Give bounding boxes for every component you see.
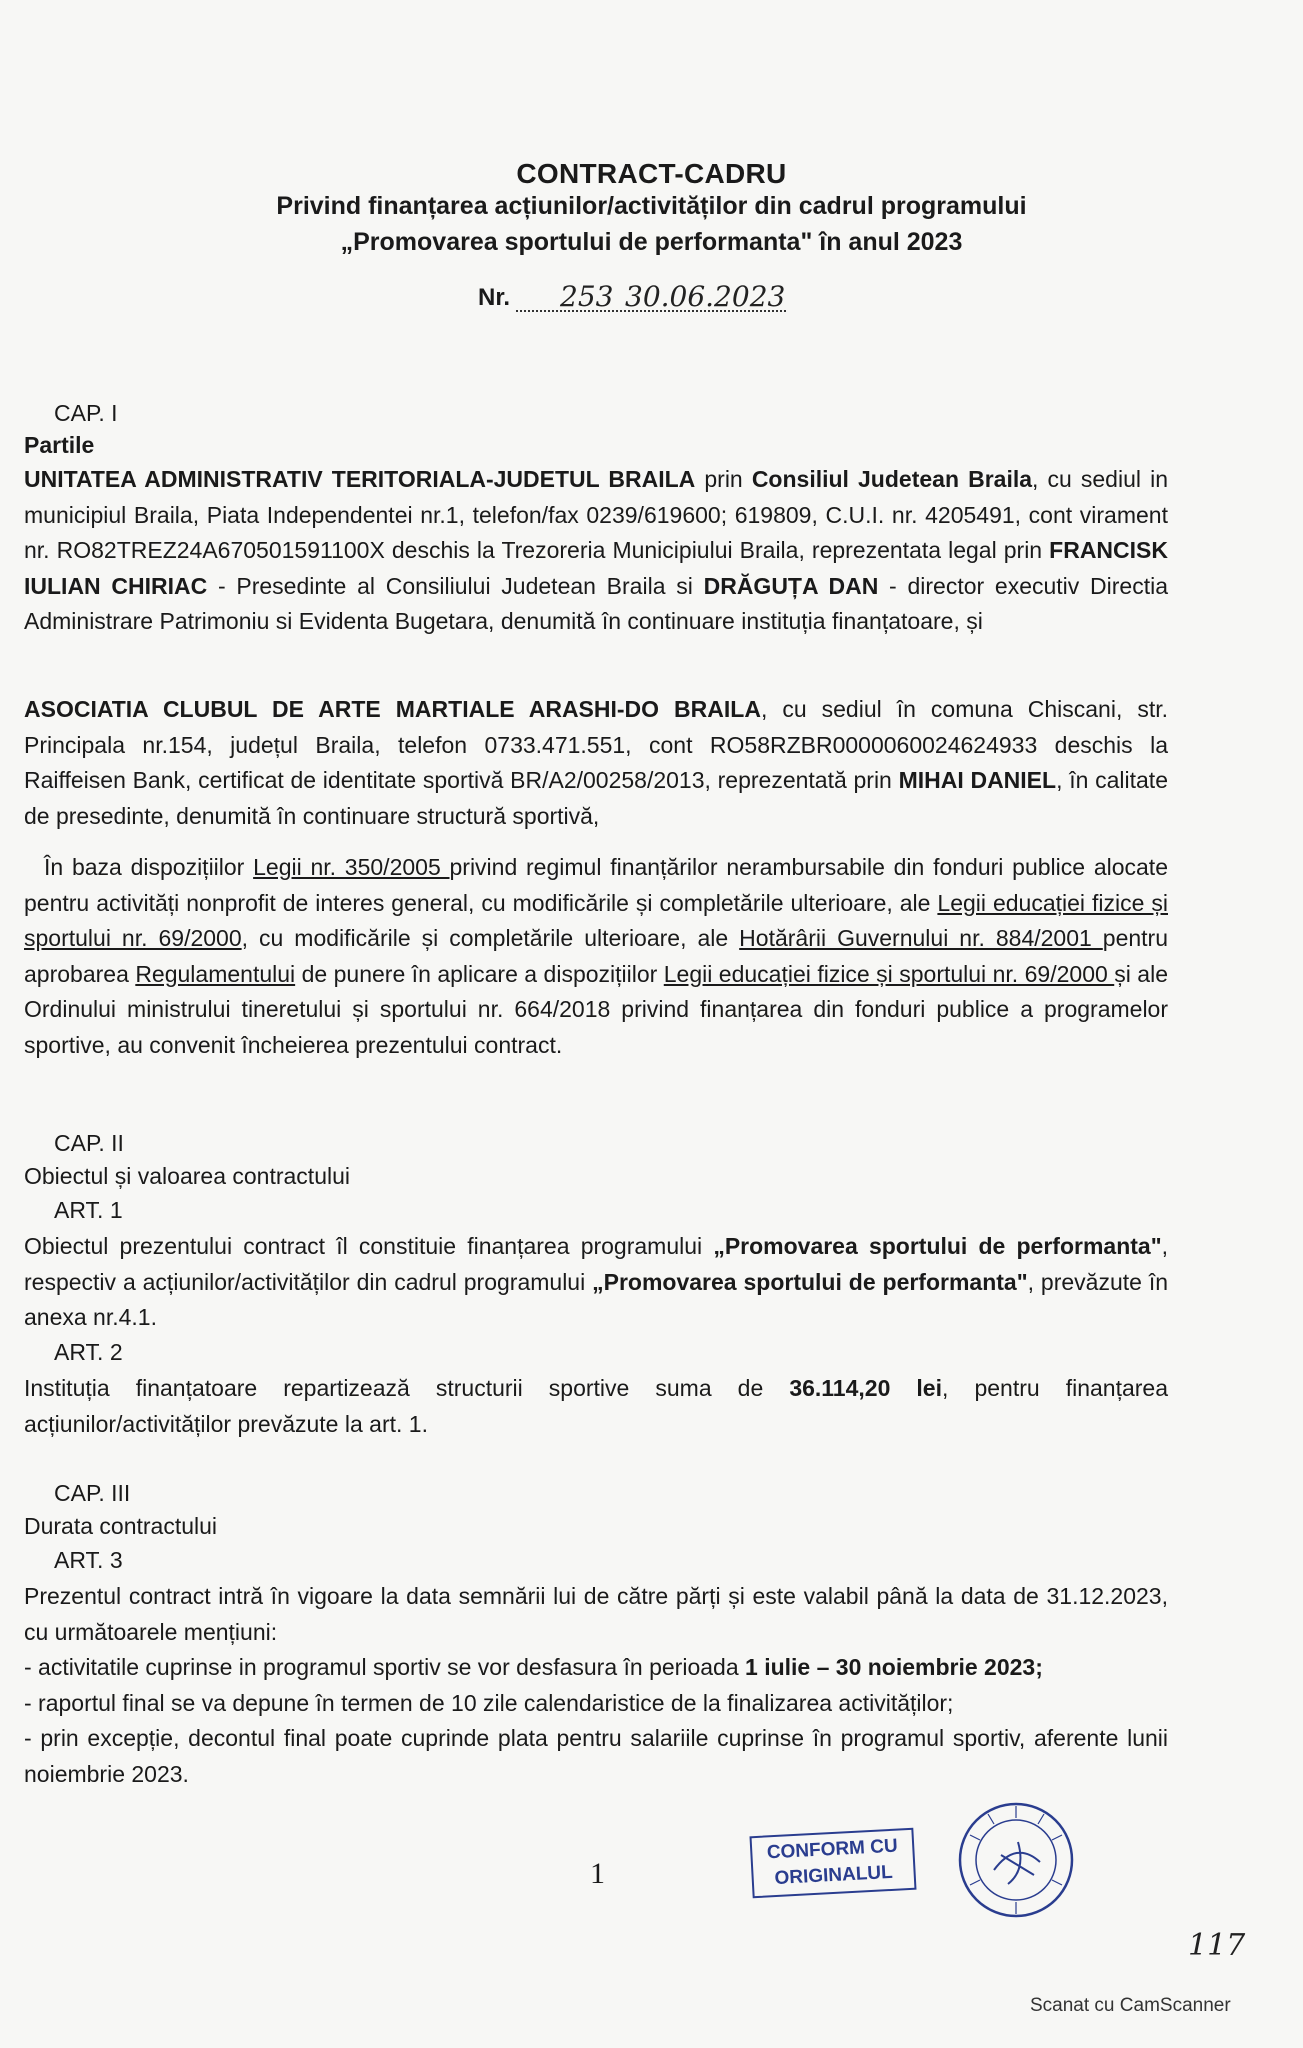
nr-label: Nr. bbox=[478, 284, 511, 311]
party1-name: UNITATEA ADMINISTRATIV TERITORIALA-JUDETUL BRAILA bbox=[24, 466, 696, 492]
art1-program-name-2: „Promovarea sportului de performanta" bbox=[592, 1268, 1028, 1295]
legal-text-6: și ale Ordinului ministrului tineretului și sportului nr. 664/2018 privind finanțarea din fonduri publice a programelor sportive, au convenit încheierea prezentului contract. bbox=[24, 960, 1168, 1058]
art3-paragraph bbox=[24, 1579, 1168, 1792]
party1-text2: - Presedinte al Consiliului Judetean Braila si bbox=[207, 572, 704, 599]
art2-text-1: Instituția finanțatoare repartizează structurii sportive suma de bbox=[24, 1375, 790, 1401]
contract-subtitle-line2: „Promovarea sportului de performanta" în anul 2023 bbox=[340, 228, 963, 256]
party1-text1: , cu sediul in municipiul Braila, Piata Independentei nr.1, telefon/fax 0239/619600; 619809, C.U.I. nr. 4205491, cont virament nr. RO82TREZ24A670501591100X deschis la Trezoreria Municipiului Braila, reprezentata legal prin bbox=[24, 466, 1168, 563]
round-seal-icon bbox=[956, 1800, 1076, 1920]
art1-paragraph bbox=[24, 1229, 1168, 1336]
art1-program-name-1: „Promovarea sportului de performanta" bbox=[713, 1233, 1162, 1259]
law-ref-hg-884-2001: Hotărârii Guvernului nr. 884/2001 bbox=[739, 925, 1103, 951]
page-number: 1 bbox=[590, 1857, 605, 1890]
party2-rep: MIHAI DANIEL bbox=[898, 767, 1057, 793]
handwritten-contract-date: 30.06.2023 bbox=[625, 280, 786, 313]
party2-text2: , în calitate de presedinte, denumită în continuare structură sportivă, bbox=[24, 767, 1168, 829]
law-ref-69-2000-b: Legii educației fizice și sportului nr. 69/2000 bbox=[663, 960, 1115, 987]
law-ref-350-2005: Legii nr. 350/2005 bbox=[253, 854, 450, 880]
art3-text: Prezentul contract intră în vigoare la data semnării lui de către părți și este valabil până la data de 31.12.2023, cu următoarele mențiuni: bbox=[24, 1583, 1168, 1645]
legal-text-1: În baza dispozițiilor bbox=[44, 854, 254, 880]
law-ref-69-2000: Legii educației fizice și sportului nr. 69/2000 bbox=[24, 889, 1168, 951]
party1-rep2: DRĂGUȚA DAN bbox=[703, 572, 879, 599]
party1-text3: - director executiv Directia Administrare Patrimoniu si Evidenta Bugetara, denumită în continuare instituția finanțatoare, și bbox=[24, 572, 1168, 634]
camscanner-watermark: Scanat cu CamScanner bbox=[1030, 1995, 1231, 2016]
stamp-line-2: ORIGINALUL bbox=[774, 1861, 894, 1890]
art2-heading: ART. 2 bbox=[54, 1339, 123, 1365]
cap3-subheading: Durata contractului bbox=[24, 1513, 218, 1539]
cap3-heading: CAP. III bbox=[54, 1480, 131, 1506]
conform-cu-originalul-stamp bbox=[749, 1828, 916, 1898]
art3-bullet-2: - raportul final se va depune în termen de 10 zile calendaristice de la finalizarea activităților; bbox=[24, 1689, 954, 1716]
party2-text1: , cu sediul în comuna Chiscani, str. Principala nr.154, județul Braila, telefon 0733.471.551, cont RO58RZBR0000060024624933 deschis la Raiffeisen Bank, certificat de identitate sportivă BR/A2/00258/2013, reprezentată prin bbox=[24, 696, 1168, 793]
legal-text-3: , cu modificările și completările ulterioare, ale bbox=[241, 925, 740, 951]
law-ref-regulament: Regulamentului bbox=[135, 960, 296, 987]
stamp-line-1: CONFORM CU bbox=[766, 1835, 899, 1864]
party2-paragraph bbox=[24, 692, 1168, 834]
contract-title: CONTRACT-CADRU bbox=[516, 158, 787, 189]
art2-paragraph bbox=[24, 1371, 1168, 1442]
art1-text-3: , prevăzute în anexa nr.4.1. bbox=[24, 1268, 1169, 1330]
legal-text-2: privind regimul finanțărilor nerambursabile din fonduri publice alocate pentru activități nonprofit de interes general, cu modificările și completările ulterioare, ale bbox=[24, 854, 1168, 916]
legal-basis-paragraph bbox=[24, 850, 1168, 1063]
art3-bullet-1-text: - activitatile cuprinse in programul sportiv se vor desfasura în perioada bbox=[24, 1654, 746, 1680]
art3-bullet-1 bbox=[24, 1650, 1168, 1686]
art1-text-1: Obiectul prezentului contract îl constituie finanțarea programului bbox=[24, 1233, 714, 1259]
art2-amount: 36.114,20 lei bbox=[789, 1375, 942, 1401]
party1-paragraph bbox=[24, 462, 1168, 640]
cap1-heading: CAP. I bbox=[54, 400, 118, 426]
party2-name: ASOCIATIA CLUBUL DE ARTE MARTIALE ARASHI-DO BRAILA bbox=[24, 696, 761, 722]
handwritten-folio-number: 117 bbox=[1188, 1928, 1246, 1963]
cap1-subheading: Partile bbox=[24, 432, 95, 458]
art3-bullet-1-period: 1 iulie – 30 noiembrie 2023; bbox=[745, 1654, 1043, 1680]
cap2-heading: CAP. II bbox=[54, 1130, 124, 1156]
art3-bullet-3: - prin excepție, decontul final poate cuprinde plata pentru salariile cuprinse în programul sportiv, aferente lunii noiembrie 2023. bbox=[24, 1725, 1168, 1787]
legal-text-5: de punere în aplicare a dispozițiilor bbox=[295, 960, 664, 987]
handwritten-contract-number: 253 bbox=[560, 280, 614, 313]
art1-heading: ART. 1 bbox=[54, 1197, 123, 1223]
party1-prin: prin bbox=[695, 466, 752, 492]
art3-heading: ART. 3 bbox=[54, 1547, 123, 1573]
party1-rep1: FRANCISK IULIAN CHIRIAC bbox=[24, 537, 1168, 599]
cap2-subheading: Obiectul și valoarea contractului bbox=[24, 1163, 350, 1189]
contract-subtitle-line1: Privind finanțarea acțiunilor/activităților din cadrul programului bbox=[276, 192, 1027, 220]
art2-text-2: , pentru finanțarea acțiunilor/activităților prevăzute la art. 1. bbox=[24, 1375, 1169, 1437]
legal-text-4: pentru aprobarea bbox=[24, 925, 1169, 987]
party1-council: Consiliul Judetean Braila bbox=[751, 466, 1033, 492]
art1-text-2: , respectiv a acțiunilor/activităților din cadrul programului bbox=[24, 1233, 1168, 1295]
